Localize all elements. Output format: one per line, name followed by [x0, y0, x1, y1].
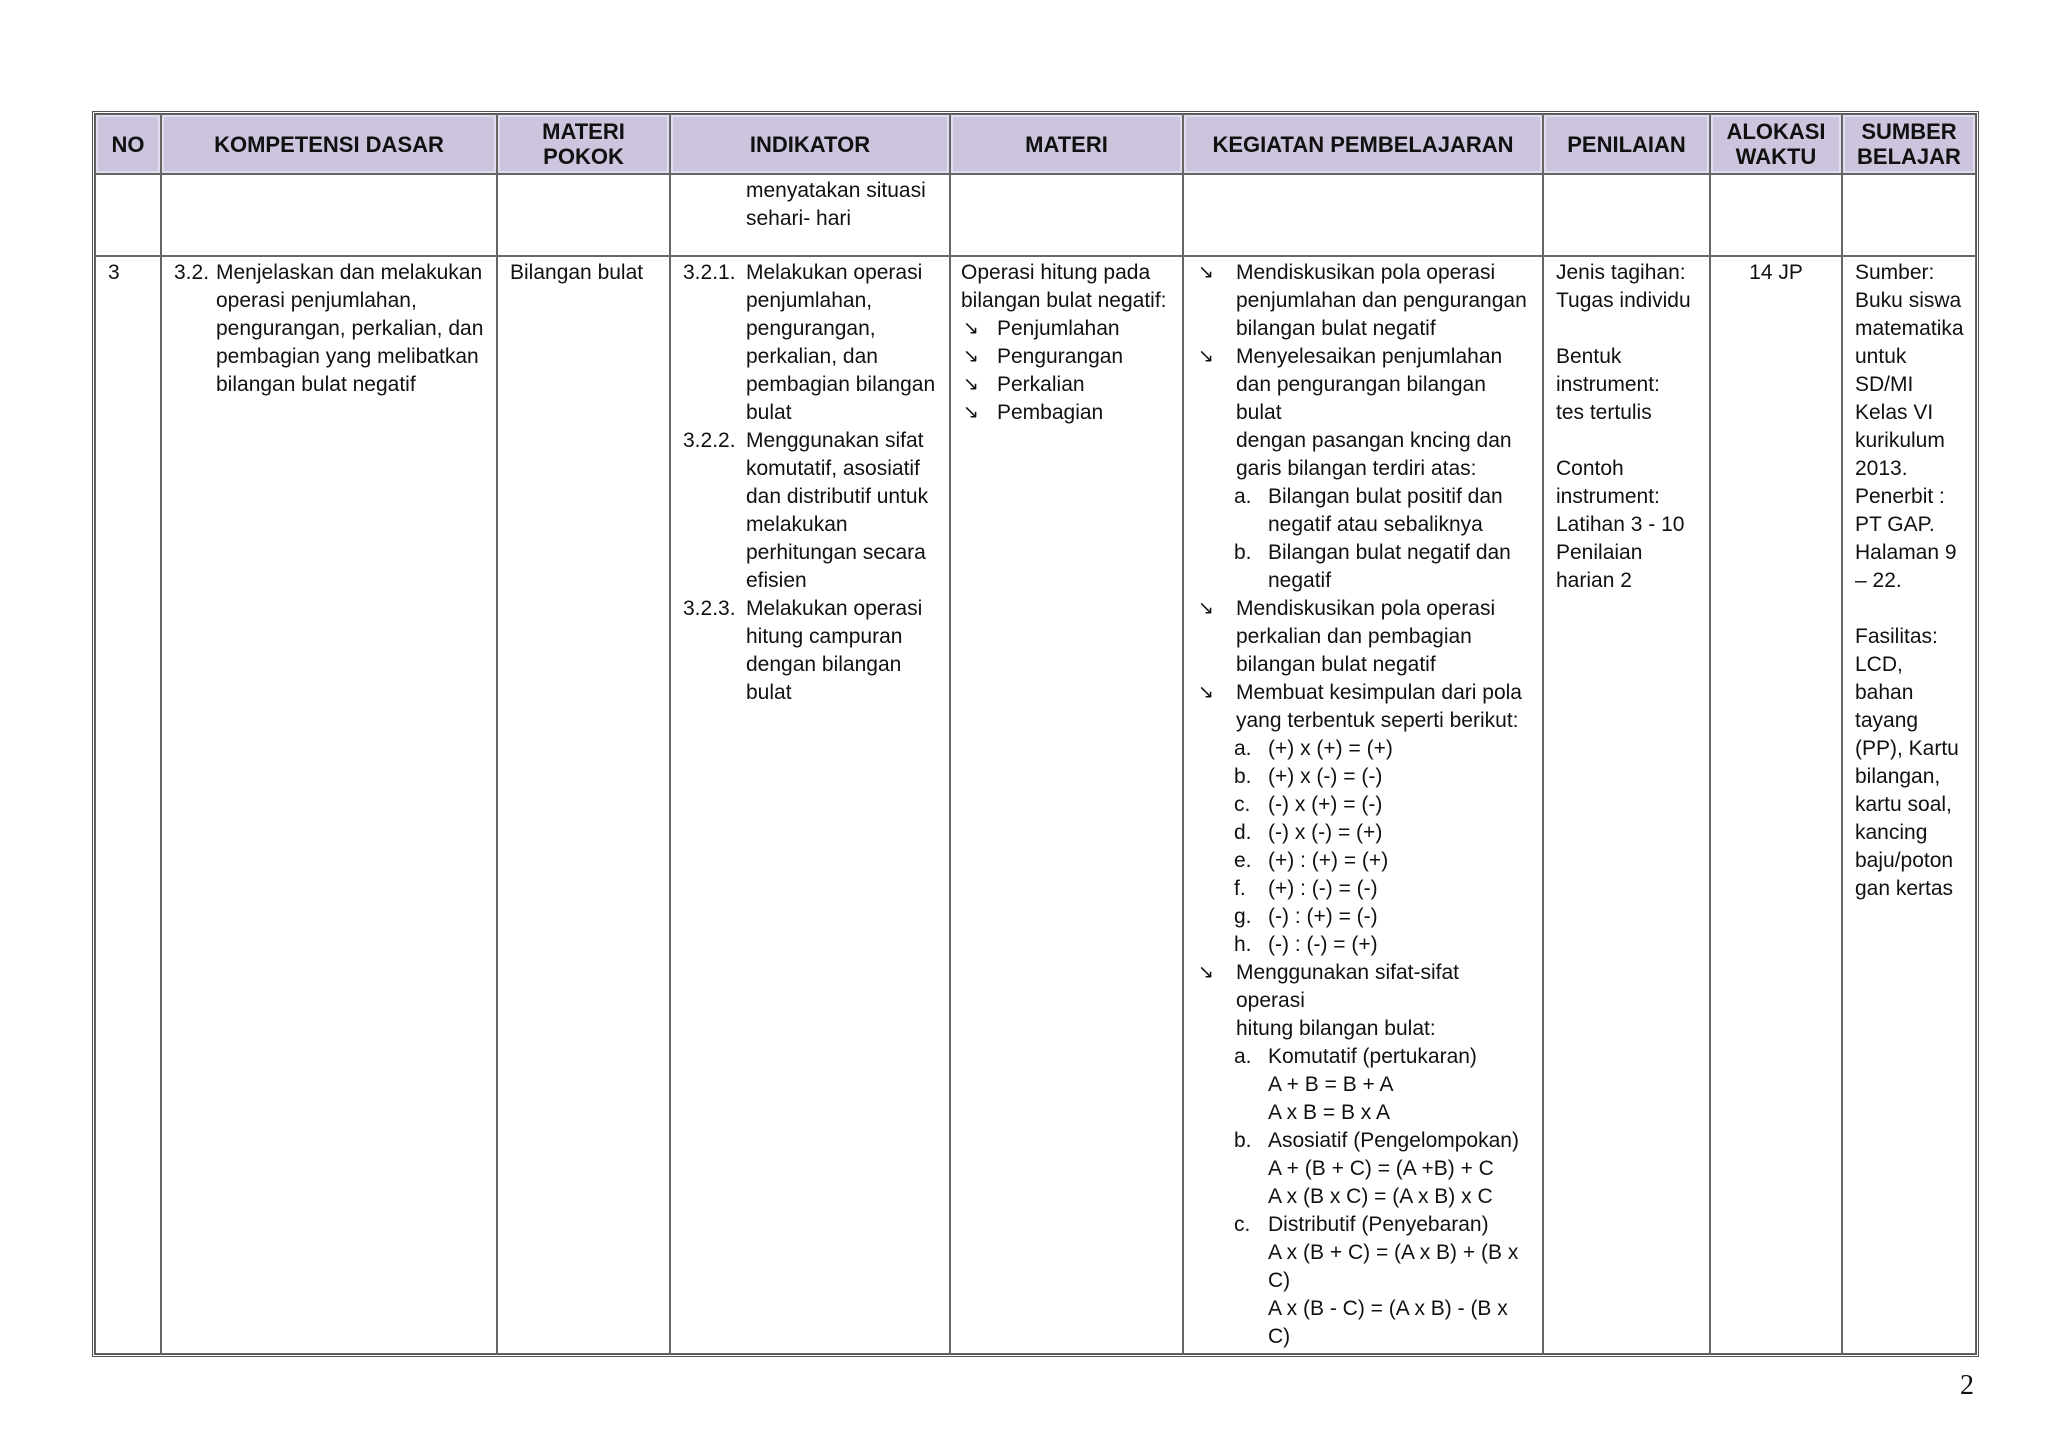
- sub-line: (-) x (+) = (-): [1268, 793, 1383, 816]
- kegiatan-sub-item: [1234, 735, 1530, 763]
- lesson-plan-table: [92, 111, 1979, 1357]
- indikator-line: perkalian, dan: [746, 345, 878, 368]
- arrow-down-right-icon: ↘: [1198, 262, 1214, 283]
- kegiatan-line: bilangan bulat negatif: [1236, 653, 1436, 676]
- header-alokasi-line: ALOKASI: [1726, 119, 1826, 144]
- indikator-text: [746, 427, 928, 595]
- arrow-down-right-icon: ↘: [1198, 962, 1214, 983]
- sumber-line: Buku siswa: [1855, 289, 1962, 312]
- sub-text: [1268, 735, 1393, 763]
- indikator-cell: [670, 256, 950, 1354]
- indikator-line: perhitungan secara: [746, 541, 926, 564]
- header-materi-pokok: [497, 114, 670, 174]
- sub-line: A x (B + C) = (A x B) + (B x: [1268, 1241, 1519, 1264]
- kegiatan-line: perkalian dan pembagian: [1236, 625, 1472, 648]
- materi-item-label: Pengurangan: [997, 345, 1124, 368]
- sumber-line: LCD,: [1855, 653, 1903, 676]
- kegiatan-line: dengan pasangan kncing dan: [1236, 429, 1512, 452]
- arrow-down-right-icon: ↘: [963, 318, 979, 339]
- sub-line: (-) x (-) = (+): [1268, 821, 1383, 844]
- header-indikator: INDIKATOR: [670, 114, 950, 174]
- alokasi-waktu-cell: 14 JP: [1710, 256, 1842, 1354]
- arrow-down-right-icon: ↘: [1198, 682, 1214, 703]
- indikator-line: bulat: [746, 401, 792, 424]
- kegiatan-line: bilangan bulat negatif: [1236, 317, 1436, 340]
- sub-letter: c.: [1234, 1213, 1251, 1236]
- kompetensi-dasar-cell: [161, 256, 497, 1354]
- header-sumber-line: BELAJAR: [1857, 144, 1961, 169]
- cell: [1183, 174, 1543, 256]
- sub-letter: d.: [1234, 821, 1252, 844]
- sub-line: (-) : (+) = (-): [1268, 905, 1378, 928]
- indikator-line: Menggunakan sifat: [746, 429, 924, 452]
- sumber-line: matematika: [1855, 317, 1964, 340]
- kegiatan-item: [1196, 343, 1530, 483]
- sub-line: C): [1268, 1269, 1291, 1292]
- sub-letter: g.: [1234, 905, 1252, 928]
- kegiatan-line: yang terbentuk seperti berikut:: [1236, 709, 1519, 732]
- kegiatan-pembelajaran-cell: [1183, 256, 1543, 1354]
- sub-text: [1268, 791, 1382, 819]
- header-materi-pokok-line: MATERI: [542, 119, 625, 144]
- sub-text: [1268, 1211, 1518, 1351]
- kd-line: Menjelaskan dan melakukan: [216, 261, 483, 284]
- sub-letter: b.: [1234, 1129, 1252, 1152]
- sub-line: negatif: [1268, 569, 1332, 592]
- kegiatan-sub-item: [1234, 763, 1530, 791]
- sub-letter: b.: [1234, 541, 1252, 564]
- sumber-line: Kelas VI: [1855, 401, 1934, 424]
- kegiatan-text: [1236, 259, 1527, 343]
- kd-line: bilangan bulat negatif: [216, 373, 416, 396]
- indikator-line: Melakukan operasi: [746, 597, 923, 620]
- sub-line: Asosiatif (Pengelompokan): [1268, 1129, 1519, 1152]
- sub-line: A + B = B + A: [1268, 1073, 1394, 1096]
- sumber-line: kurikulum: [1855, 429, 1945, 452]
- materi-list-item: [961, 371, 1170, 399]
- continuation-line: sehari- hari: [746, 207, 852, 230]
- sumber-line: (PP), Kartu: [1855, 737, 1959, 760]
- sumber-line: baju/poton: [1855, 849, 1954, 872]
- header-sumber-line: SUMBER: [1861, 119, 1957, 144]
- indikator-line: penjumlahan,: [746, 289, 873, 312]
- sub-line: negatif atau sebaliknya: [1268, 513, 1483, 536]
- sub-line: (+) x (+) = (+): [1268, 737, 1393, 760]
- sub-line: A x (B - C) = (A x B) - (B x: [1268, 1297, 1508, 1320]
- spacer: [1556, 315, 1697, 343]
- sub-line: Bilangan bulat positif dan: [1268, 485, 1503, 508]
- kegiatan-line: garis bilangan terdiri atas:: [1236, 457, 1477, 480]
- sub-text: [1268, 1127, 1519, 1211]
- header-sumber-belajar: [1842, 114, 1976, 174]
- kegiatan-sub-item: [1234, 847, 1530, 875]
- kegiatan-line: dan pengurangan bilangan bulat: [1236, 373, 1486, 424]
- kegiatan-item: [1196, 679, 1530, 735]
- arrow-down-right-icon: ↘: [1198, 598, 1214, 619]
- indikator-line: pengurangan,: [746, 317, 876, 340]
- sub-text: [1268, 819, 1382, 847]
- cell: [95, 174, 161, 256]
- kegiatan-sub-item: [1234, 1127, 1530, 1211]
- sub-line: Bilangan bulat negatif dan: [1268, 541, 1511, 564]
- kegiatan-text: [1236, 595, 1495, 679]
- cell: [1842, 174, 1976, 256]
- table-row: [95, 256, 1976, 1354]
- indikator-line: dengan bilangan: [746, 653, 902, 676]
- sumber-group: [1855, 259, 1963, 595]
- materi-list-item: [961, 399, 1170, 427]
- indikator-line: dan distributif untuk: [746, 485, 929, 508]
- sub-line: (+) : (+) = (+): [1268, 849, 1389, 872]
- sub-text: [1268, 483, 1503, 539]
- kd-line: pengurangan, perkalian, dan: [216, 317, 484, 340]
- sub-line: Distributif (Penyebaran): [1268, 1213, 1489, 1236]
- penilaian-line: Contoh: [1556, 457, 1624, 480]
- header-kompetensi-dasar: KOMPETENSI DASAR: [161, 114, 497, 174]
- sumber-line: bahan: [1855, 681, 1914, 704]
- cell: [1543, 174, 1710, 256]
- sub-line: C): [1268, 1325, 1291, 1348]
- header-materi: MATERI: [950, 114, 1183, 174]
- sub-text: [1268, 763, 1382, 791]
- kegiatan-sub-item: [1234, 1211, 1530, 1351]
- sub-line: (+) : (-) = (-): [1268, 877, 1378, 900]
- materi-item-label: Perkalian: [997, 373, 1085, 396]
- sumber-line: – 22.: [1855, 569, 1902, 592]
- spacer: [1855, 595, 1963, 623]
- indikator-number: 3.2.3.: [683, 597, 736, 620]
- kegiatan-item: [1196, 259, 1530, 343]
- kegiatan-sub-item: [1234, 903, 1530, 931]
- penilaian-group: [1556, 259, 1697, 315]
- continuation-line: menyatakan situasi: [746, 179, 926, 202]
- indikator-line: bulat: [746, 681, 792, 704]
- kegiatan-text: [1236, 959, 1530, 1043]
- indikator-line: efisien: [746, 569, 807, 592]
- indikator-line: Melakukan operasi: [746, 261, 923, 284]
- kegiatan-line: Mendiskusikan pola operasi: [1236, 261, 1496, 284]
- sub-letter: f.: [1234, 877, 1246, 900]
- penilaian-line: tes tertulis: [1556, 401, 1652, 424]
- penilaian-line: instrument:: [1556, 373, 1660, 396]
- materi-list-item: [961, 315, 1170, 343]
- kd-line: pembagian yang melibatkan: [216, 345, 479, 368]
- cell: [950, 174, 1183, 256]
- kegiatan-line: hitung bilangan bulat:: [1236, 1017, 1436, 1040]
- sub-text: [1268, 847, 1388, 875]
- sumber-belajar-cell: [1842, 256, 1976, 1354]
- sub-letter: h.: [1234, 933, 1252, 956]
- indikator-line: pembagian bilangan: [746, 373, 936, 396]
- spacer: [1556, 427, 1697, 455]
- materi-intro-line: Operasi hitung pada: [961, 261, 1151, 284]
- kegiatan-line: Menggunakan sifat-sifat operasi: [1236, 961, 1459, 1012]
- sumber-line: PT GAP.: [1855, 513, 1935, 536]
- kd-text: [216, 259, 483, 399]
- sub-text: [1268, 931, 1378, 959]
- sub-line: A + (B + C) = (A +B) + C: [1268, 1157, 1494, 1180]
- penilaian-line: Latihan 3 - 10: [1556, 513, 1685, 536]
- sub-letter: e.: [1234, 849, 1252, 872]
- sumber-group: [1855, 623, 1963, 903]
- header-penilaian: PENILAIAN: [1543, 114, 1710, 174]
- sumber-line: gan kertas: [1855, 877, 1954, 900]
- page-number: 2: [1960, 1370, 1974, 1401]
- sub-text: [1268, 875, 1378, 903]
- penilaian-line: harian 2: [1556, 569, 1632, 592]
- indikator-line: hitung campuran: [746, 625, 903, 648]
- materi-pokok-cell: Bilangan bulat: [497, 256, 670, 1354]
- kegiatan-sub-item: [1234, 819, 1530, 847]
- no-cell: 3: [95, 256, 161, 1354]
- cell: [161, 174, 497, 256]
- sumber-line: bilangan,: [1855, 765, 1941, 788]
- kd-item: [174, 259, 484, 399]
- kegiatan-item: [1196, 595, 1530, 679]
- sumber-line: 2013.: [1855, 457, 1908, 480]
- arrow-down-right-icon: ↘: [1198, 346, 1214, 367]
- cell: [497, 174, 670, 256]
- penilaian-line: Jenis tagihan:: [1556, 261, 1686, 284]
- materi-intro-line: bilangan bulat negatif:: [961, 289, 1167, 312]
- kegiatan-line: Mendiskusikan pola operasi: [1236, 597, 1496, 620]
- kegiatan-sub-item: [1234, 1043, 1530, 1127]
- sub-line: (-) : (-) = (+): [1268, 933, 1378, 956]
- indikator-text: [746, 259, 935, 427]
- penilaian-line: Bentuk: [1556, 345, 1622, 368]
- penilaian-line: instrument:: [1556, 485, 1660, 508]
- kd-line: operasi penjumlahan,: [216, 289, 417, 312]
- indikator-item: [683, 259, 937, 427]
- sumber-line: kartu soal,: [1855, 793, 1952, 816]
- penilaian-line: Penilaian: [1556, 541, 1643, 564]
- arrow-down-right-icon: ↘: [963, 374, 979, 395]
- materi-list-item: [961, 343, 1170, 371]
- header-row: [95, 114, 1976, 174]
- header-alokasi-line: WAKTU: [1735, 144, 1817, 169]
- sub-letter: b.: [1234, 765, 1252, 788]
- kegiatan-line: Menyelesaikan penjumlahan: [1236, 345, 1503, 368]
- indikator-number: 3.2.2.: [683, 429, 736, 452]
- indikator-line: melakukan: [746, 513, 848, 536]
- sub-letter: a.: [1234, 737, 1252, 760]
- header-materi-pokok-line: POKOK: [543, 144, 624, 169]
- materi-cell: [950, 256, 1183, 1354]
- penilaian-group: [1556, 343, 1697, 427]
- kegiatan-text: [1236, 343, 1530, 483]
- kegiatan-sub-item: [1234, 875, 1530, 903]
- penilaian-line: Tugas individu: [1556, 289, 1691, 312]
- header-no: NO: [95, 114, 161, 174]
- materi-item-label: Pembagian: [997, 401, 1104, 424]
- sub-line: (+) x (-) = (-): [1268, 765, 1383, 788]
- sub-text: [1268, 539, 1511, 595]
- header-kegiatan-pembelajaran: KEGIATAN PEMBELAJARAN: [1183, 114, 1543, 174]
- kegiatan-line: Membuat kesimpulan dari pola: [1236, 681, 1522, 704]
- sumber-line: Halaman 9: [1855, 541, 1957, 564]
- indikator-number: 3.2.1.: [683, 261, 736, 284]
- sumber-line: Sumber:: [1855, 261, 1935, 284]
- kegiatan-sub-item: [1234, 931, 1530, 959]
- kegiatan-sub-item: [1234, 483, 1530, 539]
- indikator-text: [746, 595, 922, 707]
- sumber-line: tayang: [1855, 709, 1919, 732]
- sub-line: A x (B x C) = (A x B) x C: [1268, 1185, 1493, 1208]
- materi-item-label: Penjumlahan: [997, 317, 1120, 340]
- sumber-line: SD/MI: [1855, 373, 1914, 396]
- sub-letter: c.: [1234, 793, 1251, 816]
- indikator-item: [683, 595, 937, 707]
- sub-letter: a.: [1234, 1045, 1252, 1068]
- sub-line: A x B = B x A: [1268, 1101, 1390, 1124]
- sub-letter: a.: [1234, 485, 1252, 508]
- sub-text: [1268, 903, 1378, 931]
- penilaian-cell: [1543, 256, 1710, 1354]
- sumber-line: untuk: [1855, 345, 1907, 368]
- kegiatan-sub-item: [1234, 791, 1530, 819]
- sumber-line: Fasilitas:: [1855, 625, 1938, 648]
- indikator-continuation-cell: [670, 174, 950, 256]
- indikator-item: [683, 427, 937, 595]
- arrow-down-right-icon: ↘: [963, 402, 979, 423]
- sub-text: [1268, 1043, 1477, 1127]
- kegiatan-sub-item: [1234, 539, 1530, 595]
- sub-line: Komutatif (pertukaran): [1268, 1045, 1477, 1068]
- indikator-line: komutatif, asosiatif: [746, 457, 920, 480]
- sumber-line: Penerbit :: [1855, 485, 1945, 508]
- kegiatan-item: [1196, 959, 1530, 1043]
- kegiatan-line: penjumlahan dan pengurangan: [1236, 289, 1527, 312]
- header-alokasi-waktu: [1710, 114, 1842, 174]
- cell: [1710, 174, 1842, 256]
- sumber-line: kancing: [1855, 821, 1928, 844]
- arrow-down-right-icon: ↘: [963, 346, 979, 367]
- kegiatan-text: [1236, 679, 1522, 735]
- penilaian-group: [1556, 455, 1697, 595]
- kd-number: 3.2.: [174, 261, 210, 284]
- continuation-row: [95, 174, 1976, 256]
